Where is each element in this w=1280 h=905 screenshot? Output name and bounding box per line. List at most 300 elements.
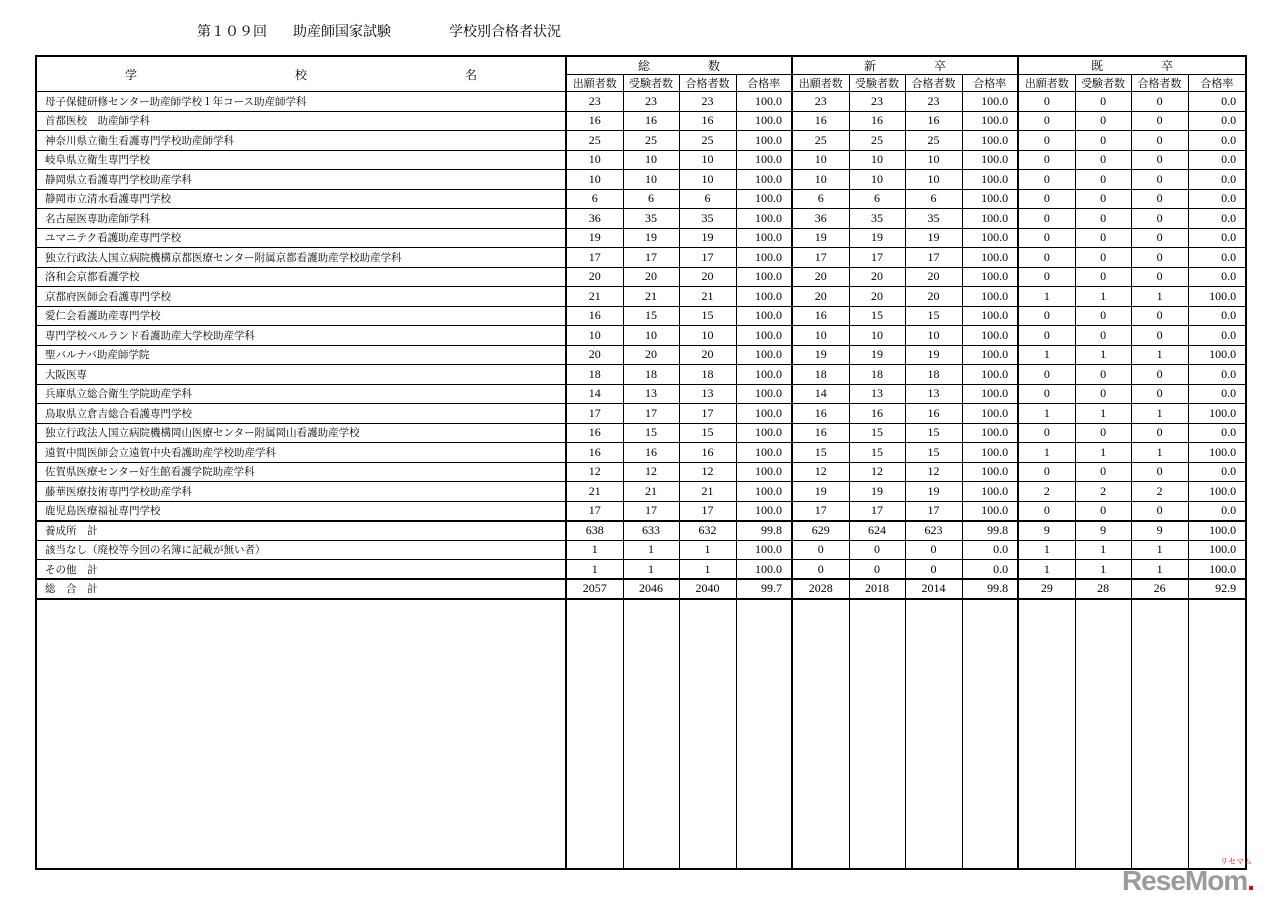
school-row xyxy=(36,345,1246,365)
group-header-row xyxy=(36,56,1246,75)
count-cell: 10 xyxy=(792,170,849,190)
count-cell: 26 xyxy=(1131,579,1188,599)
count-cell: 0 xyxy=(1075,209,1131,229)
count-cell: 0 xyxy=(1018,92,1075,112)
count-cell: 18 xyxy=(792,365,849,385)
count-cell: 1 xyxy=(679,560,736,580)
count-cell: 1 xyxy=(1018,287,1075,307)
col-header-pass-rate: 合格率 xyxy=(736,75,792,92)
school-row xyxy=(36,228,1246,248)
school-row xyxy=(36,170,1246,190)
count-cell: 10 xyxy=(792,326,849,346)
pass-rate-cell: 0.0 xyxy=(1188,170,1246,190)
count-cell: 25 xyxy=(623,131,679,151)
pass-rate-cell: 100.0 xyxy=(736,248,792,268)
school-name-cell: 大阪医専 xyxy=(36,365,566,385)
pass-rate-cell: 100.0 xyxy=(1188,345,1246,365)
col-header-applicants: 出願者数 xyxy=(566,75,623,92)
pass-rate-cell: 100.0 xyxy=(962,326,1018,346)
count-cell: 15 xyxy=(679,423,736,443)
count-cell: 629 xyxy=(792,521,849,541)
pass-rate-cell: 100.0 xyxy=(1188,560,1246,580)
count-cell: 25 xyxy=(792,131,849,151)
count-cell: 0 xyxy=(1075,365,1131,385)
count-cell: 1 xyxy=(1018,345,1075,365)
count-cell: 17 xyxy=(623,501,679,521)
pass-rate-cell: 0.0 xyxy=(1188,248,1246,268)
school-name-cell: 首都医校 助産師学科 xyxy=(36,111,566,131)
count-cell: 16 xyxy=(792,111,849,131)
count-cell: 35 xyxy=(849,209,905,229)
col-header-applicants: 出願者数 xyxy=(792,75,849,92)
pass-rate-cell: 0.0 xyxy=(1188,423,1246,443)
pass-rate-cell: 100.0 xyxy=(736,287,792,307)
count-cell: 0 xyxy=(792,560,849,580)
col-header-examinees: 受験者数 xyxy=(623,75,679,92)
school-row xyxy=(36,384,1246,404)
table-body xyxy=(36,92,1246,870)
grand-total-row xyxy=(36,579,1246,599)
count-cell: 1 xyxy=(1075,404,1131,424)
count-cell: 2 xyxy=(1018,482,1075,502)
pass-rate-cell: 100.0 xyxy=(736,482,792,502)
count-cell: 0 xyxy=(1018,209,1075,229)
count-cell: 0 xyxy=(1018,326,1075,346)
count-cell: 0 xyxy=(1131,170,1188,190)
pass-rate-cell: 0.0 xyxy=(1188,462,1246,482)
count-cell: 20 xyxy=(623,267,679,287)
count-cell: 18 xyxy=(679,365,736,385)
count-cell: 12 xyxy=(623,462,679,482)
count-cell: 36 xyxy=(792,209,849,229)
count-cell: 25 xyxy=(566,131,623,151)
count-cell: 23 xyxy=(679,92,736,112)
count-cell: 16 xyxy=(566,111,623,131)
col-header-pass-rate: 合格率 xyxy=(962,75,1018,92)
count-cell: 0 xyxy=(905,560,962,580)
school-row xyxy=(36,560,1246,580)
pass-rate-cell: 0.0 xyxy=(1188,306,1246,326)
count-cell: 0 xyxy=(1018,365,1075,385)
school-header-char: 校 xyxy=(294,67,307,82)
count-cell: 2 xyxy=(1075,482,1131,502)
count-cell: 28 xyxy=(1075,579,1131,599)
count-cell: 16 xyxy=(623,443,679,463)
count-cell: 0 xyxy=(1131,267,1188,287)
count-cell: 16 xyxy=(905,404,962,424)
count-cell: 2046 xyxy=(623,579,679,599)
count-cell: 0 xyxy=(1075,423,1131,443)
pass-rate-cell: 100.0 xyxy=(736,384,792,404)
count-cell: 0 xyxy=(849,560,905,580)
count-cell: 0 xyxy=(1131,189,1188,209)
school-name-cell: 洛和会京都看護学校 xyxy=(36,267,566,287)
pass-rate-cell: 100.0 xyxy=(736,345,792,365)
count-cell: 0 xyxy=(1131,92,1188,112)
pass-rate-cell: 100.0 xyxy=(1188,404,1246,424)
count-cell: 12 xyxy=(849,462,905,482)
count-cell: 19 xyxy=(849,482,905,502)
count-cell: 16 xyxy=(679,443,736,463)
school-name-cell: 神奈川県立衛生看護専門学校助産師学科 xyxy=(36,131,566,151)
count-cell: 17 xyxy=(566,501,623,521)
count-cell: 2040 xyxy=(679,579,736,599)
pass-rate-cell: 100.0 xyxy=(736,560,792,580)
pass-rate-cell: 100.0 xyxy=(962,404,1018,424)
pass-rate-cell: 100.0 xyxy=(736,131,792,151)
school-name-cell: 遠賀中間医師会立遠賀中央看護助産学校助産学科 xyxy=(36,443,566,463)
count-cell: 623 xyxy=(905,521,962,541)
count-cell: 21 xyxy=(623,287,679,307)
count-cell: 35 xyxy=(679,209,736,229)
count-cell: 0 xyxy=(1131,326,1188,346)
count-cell: 20 xyxy=(623,345,679,365)
count-cell: 20 xyxy=(679,345,736,365)
pass-rate-cell: 100.0 xyxy=(962,423,1018,443)
count-cell: 9 xyxy=(1131,521,1188,541)
group-header-repeat-graduates: 既 卒 xyxy=(1018,56,1246,75)
count-cell: 632 xyxy=(679,521,736,541)
pass-rate-cell: 100.0 xyxy=(736,267,792,287)
count-cell: 0 xyxy=(1075,384,1131,404)
count-cell: 36 xyxy=(566,209,623,229)
count-cell: 1 xyxy=(1131,345,1188,365)
count-cell: 16 xyxy=(623,111,679,131)
count-cell: 0 xyxy=(1075,131,1131,151)
school-header-char: 学 xyxy=(125,67,138,82)
count-cell: 25 xyxy=(849,131,905,151)
school-row xyxy=(36,501,1246,521)
count-cell: 0 xyxy=(1018,248,1075,268)
count-cell: 10 xyxy=(849,170,905,190)
group-header-total: 総 数 xyxy=(566,56,792,75)
count-cell: 15 xyxy=(849,306,905,326)
pass-rate-cell: 99.8 xyxy=(736,521,792,541)
count-cell: 16 xyxy=(792,306,849,326)
pass-rate-cell: 100.0 xyxy=(962,345,1018,365)
count-cell: 0 xyxy=(1018,131,1075,151)
count-cell: 21 xyxy=(566,482,623,502)
count-cell: 10 xyxy=(849,326,905,346)
school-name-cell: 鹿児島医療福祉専門学校 xyxy=(36,501,566,521)
pass-rate-cell: 100.0 xyxy=(736,365,792,385)
school-name-cell: 総 合 計 xyxy=(36,579,566,599)
count-cell: 1 xyxy=(1131,560,1188,580)
count-cell: 20 xyxy=(849,287,905,307)
count-cell: 13 xyxy=(623,384,679,404)
pass-rate-cell: 0.0 xyxy=(962,540,1018,560)
count-cell: 6 xyxy=(623,189,679,209)
count-cell: 0 xyxy=(1131,306,1188,326)
pass-rate-cell: 99.8 xyxy=(962,579,1018,599)
school-row xyxy=(36,423,1246,443)
empty-cell xyxy=(36,599,566,870)
count-cell: 23 xyxy=(905,92,962,112)
count-cell: 0 xyxy=(1131,384,1188,404)
empty-cell xyxy=(905,599,962,870)
count-cell: 19 xyxy=(792,482,849,502)
count-cell: 1 xyxy=(1131,287,1188,307)
count-cell: 0 xyxy=(1131,228,1188,248)
count-cell: 0 xyxy=(1131,150,1188,170)
count-cell: 0 xyxy=(1075,92,1131,112)
count-cell: 17 xyxy=(849,501,905,521)
empty-cell xyxy=(679,599,736,870)
resemom-ruby-label: リセマム xyxy=(1220,857,1252,866)
count-cell: 10 xyxy=(566,326,623,346)
count-cell: 21 xyxy=(679,287,736,307)
count-cell: 10 xyxy=(849,150,905,170)
count-cell: 20 xyxy=(792,287,849,307)
count-cell: 12 xyxy=(905,462,962,482)
empty-cell xyxy=(1018,599,1075,870)
count-cell: 19 xyxy=(792,345,849,365)
count-cell: 1 xyxy=(623,540,679,560)
pass-rate-cell: 100.0 xyxy=(736,189,792,209)
empty-rows-area xyxy=(36,599,1246,870)
col-header-passers: 合格者数 xyxy=(679,75,736,92)
school-row xyxy=(36,131,1246,151)
count-cell: 12 xyxy=(679,462,736,482)
pass-rate-cell: 100.0 xyxy=(1188,443,1246,463)
count-cell: 20 xyxy=(905,287,962,307)
count-cell: 19 xyxy=(623,228,679,248)
school-name-cell: 藤華医療技術専門学校助産学科 xyxy=(36,482,566,502)
col-header-pass-rate: 合格率 xyxy=(1188,75,1246,92)
col-header-examinees: 受験者数 xyxy=(849,75,905,92)
count-cell: 17 xyxy=(905,501,962,521)
school-row xyxy=(36,267,1246,287)
pass-rate-cell: 100.0 xyxy=(1188,482,1246,502)
school-row xyxy=(36,404,1246,424)
school-row xyxy=(36,209,1246,229)
count-cell: 12 xyxy=(566,462,623,482)
count-cell: 638 xyxy=(566,521,623,541)
school-row xyxy=(36,111,1246,131)
count-cell: 0 xyxy=(1018,384,1075,404)
count-cell: 10 xyxy=(566,170,623,190)
count-cell: 19 xyxy=(792,228,849,248)
count-cell: 0 xyxy=(1075,267,1131,287)
school-name-cell: 愛仁会看護助産専門学校 xyxy=(36,306,566,326)
pass-rate-cell: 0.0 xyxy=(1188,365,1246,385)
count-cell: 1 xyxy=(623,560,679,580)
school-name-cell: 名古屋医専助産師学科 xyxy=(36,209,566,229)
count-cell: 1 xyxy=(1075,560,1131,580)
pass-rate-cell: 100.0 xyxy=(962,131,1018,151)
school-row xyxy=(36,365,1246,385)
count-cell: 1 xyxy=(1075,345,1131,365)
count-cell: 16 xyxy=(566,423,623,443)
school-name-cell: 兵庫県立総合衛生学院助産学科 xyxy=(36,384,566,404)
count-cell: 2028 xyxy=(792,579,849,599)
count-cell: 18 xyxy=(849,365,905,385)
school-row xyxy=(36,92,1246,112)
col-header-passers: 合格者数 xyxy=(905,75,962,92)
count-cell: 12 xyxy=(792,462,849,482)
count-cell: 15 xyxy=(905,423,962,443)
count-cell: 0 xyxy=(1131,423,1188,443)
count-cell: 1 xyxy=(1018,560,1075,580)
pass-rate-cell: 100.0 xyxy=(962,306,1018,326)
pass-rate-cell: 0.0 xyxy=(962,560,1018,580)
resemom-brand-text: ReseMom xyxy=(1121,865,1248,896)
school-name-cell: その他 計 xyxy=(36,560,566,580)
count-cell: 10 xyxy=(905,326,962,346)
count-cell: 16 xyxy=(792,404,849,424)
count-cell: 0 xyxy=(1018,189,1075,209)
school-name-cell: 該当なし（廃校等今回の名簿に記載が無い者） xyxy=(36,540,566,560)
pass-rate-cell: 0.0 xyxy=(1188,326,1246,346)
pass-rate-cell: 0.0 xyxy=(1188,92,1246,112)
school-name-cell: 聖バルナバ助産師学院 xyxy=(36,345,566,365)
count-cell: 23 xyxy=(566,92,623,112)
pass-rate-cell: 100.0 xyxy=(736,228,792,248)
count-cell: 0 xyxy=(1131,365,1188,385)
pass-rate-cell: 0.0 xyxy=(1188,384,1246,404)
school-row xyxy=(36,287,1246,307)
count-cell: 10 xyxy=(566,150,623,170)
count-cell: 25 xyxy=(905,131,962,151)
count-cell: 15 xyxy=(849,423,905,443)
school-name-cell: 独立行政法人国立病院機構京都医療センター附属京都看護助産学校助産学科 xyxy=(36,248,566,268)
count-cell: 19 xyxy=(905,345,962,365)
count-cell: 17 xyxy=(792,501,849,521)
count-cell: 15 xyxy=(792,443,849,463)
page-title xyxy=(197,21,561,41)
count-cell: 2057 xyxy=(566,579,623,599)
school-name-cell: 独立行政法人国立病院機構岡山医療センター附属岡山看護助産学校 xyxy=(36,423,566,443)
school-name-column-header xyxy=(36,56,566,92)
count-cell: 10 xyxy=(905,170,962,190)
count-cell: 20 xyxy=(566,267,623,287)
count-cell: 0 xyxy=(1075,248,1131,268)
count-cell: 1 xyxy=(566,540,623,560)
count-cell: 17 xyxy=(679,248,736,268)
count-cell: 16 xyxy=(679,111,736,131)
count-cell: 21 xyxy=(679,482,736,502)
count-cell: 0 xyxy=(1075,111,1131,131)
pass-rate-cell: 0.0 xyxy=(1188,131,1246,151)
count-cell: 20 xyxy=(905,267,962,287)
count-cell: 6 xyxy=(849,189,905,209)
school-name-cell: 養成所 計 xyxy=(36,521,566,541)
count-cell: 0 xyxy=(1131,131,1188,151)
pass-rate-cell: 100.0 xyxy=(1188,287,1246,307)
count-cell: 0 xyxy=(1018,306,1075,326)
pass-rate-cell: 0.0 xyxy=(1188,209,1246,229)
count-cell: 0 xyxy=(1075,189,1131,209)
empty-cell xyxy=(1188,599,1246,870)
count-cell: 0 xyxy=(1131,462,1188,482)
pass-rate-cell: 100.0 xyxy=(962,501,1018,521)
pass-rate-cell: 100.0 xyxy=(1188,540,1246,560)
count-cell: 6 xyxy=(679,189,736,209)
count-cell: 16 xyxy=(792,423,849,443)
count-cell: 16 xyxy=(849,111,905,131)
count-cell: 15 xyxy=(623,306,679,326)
pass-rate-cell: 100.0 xyxy=(736,326,792,346)
count-cell: 2014 xyxy=(905,579,962,599)
pass-rate-cell: 100.0 xyxy=(736,540,792,560)
count-cell: 0 xyxy=(1075,326,1131,346)
count-cell: 0 xyxy=(1075,170,1131,190)
count-cell: 10 xyxy=(905,150,962,170)
count-cell: 13 xyxy=(849,384,905,404)
pass-rate-cell: 0.0 xyxy=(1188,267,1246,287)
pass-rate-cell: 100.0 xyxy=(736,501,792,521)
count-cell: 1 xyxy=(1075,287,1131,307)
count-cell: 14 xyxy=(566,384,623,404)
subtotal-row xyxy=(36,521,1246,541)
empty-cell xyxy=(792,599,849,870)
count-cell: 15 xyxy=(905,306,962,326)
school-row xyxy=(36,482,1246,502)
count-cell: 21 xyxy=(623,482,679,502)
pass-rate-cell: 0.0 xyxy=(1188,111,1246,131)
count-cell: 0 xyxy=(1075,228,1131,248)
pass-rate-cell: 100.0 xyxy=(736,170,792,190)
count-cell: 0 xyxy=(905,540,962,560)
empty-cell xyxy=(1131,599,1188,870)
count-cell: 17 xyxy=(905,248,962,268)
school-name-cell: 専門学校ベルランド看護助産大学校助産学科 xyxy=(36,326,566,346)
count-cell: 1 xyxy=(679,540,736,560)
school-row xyxy=(36,443,1246,463)
count-cell: 0 xyxy=(792,540,849,560)
count-cell: 18 xyxy=(623,365,679,385)
count-cell: 1 xyxy=(1131,443,1188,463)
count-cell: 18 xyxy=(566,365,623,385)
school-row xyxy=(36,150,1246,170)
pass-rate-cell: 100.0 xyxy=(962,365,1018,385)
pass-rate-cell: 100.0 xyxy=(962,170,1018,190)
count-cell: 2 xyxy=(1131,482,1188,502)
school-name-cell: 岐阜県立衛生専門学校 xyxy=(36,150,566,170)
school-row xyxy=(36,462,1246,482)
count-cell: 0 xyxy=(1131,209,1188,229)
pass-rate-cell: 100.0 xyxy=(962,189,1018,209)
count-cell: 13 xyxy=(679,384,736,404)
pass-rate-cell: 0.0 xyxy=(1188,150,1246,170)
pass-rate-cell: 0.0 xyxy=(1188,189,1246,209)
count-cell: 0 xyxy=(1018,462,1075,482)
count-cell: 0 xyxy=(1075,150,1131,170)
empty-cell xyxy=(623,599,679,870)
count-cell: 17 xyxy=(792,248,849,268)
group-header-new-graduates: 新 卒 xyxy=(792,56,1018,75)
count-cell: 23 xyxy=(623,92,679,112)
count-cell: 23 xyxy=(792,92,849,112)
school-row xyxy=(36,306,1246,326)
count-cell: 20 xyxy=(849,267,905,287)
count-cell: 10 xyxy=(623,326,679,346)
count-cell: 15 xyxy=(849,443,905,463)
school-header-char: 名 xyxy=(464,67,477,82)
count-cell: 17 xyxy=(679,404,736,424)
count-cell: 19 xyxy=(905,482,962,502)
count-cell: 20 xyxy=(792,267,849,287)
count-cell: 1 xyxy=(1131,540,1188,560)
count-cell: 21 xyxy=(566,287,623,307)
exam-name-label: 助産師国家試験 xyxy=(293,25,391,40)
count-cell: 20 xyxy=(679,267,736,287)
count-cell: 0 xyxy=(1018,228,1075,248)
count-cell: 23 xyxy=(849,92,905,112)
count-cell: 6 xyxy=(905,189,962,209)
count-cell: 25 xyxy=(679,131,736,151)
count-cell: 9 xyxy=(1018,521,1075,541)
